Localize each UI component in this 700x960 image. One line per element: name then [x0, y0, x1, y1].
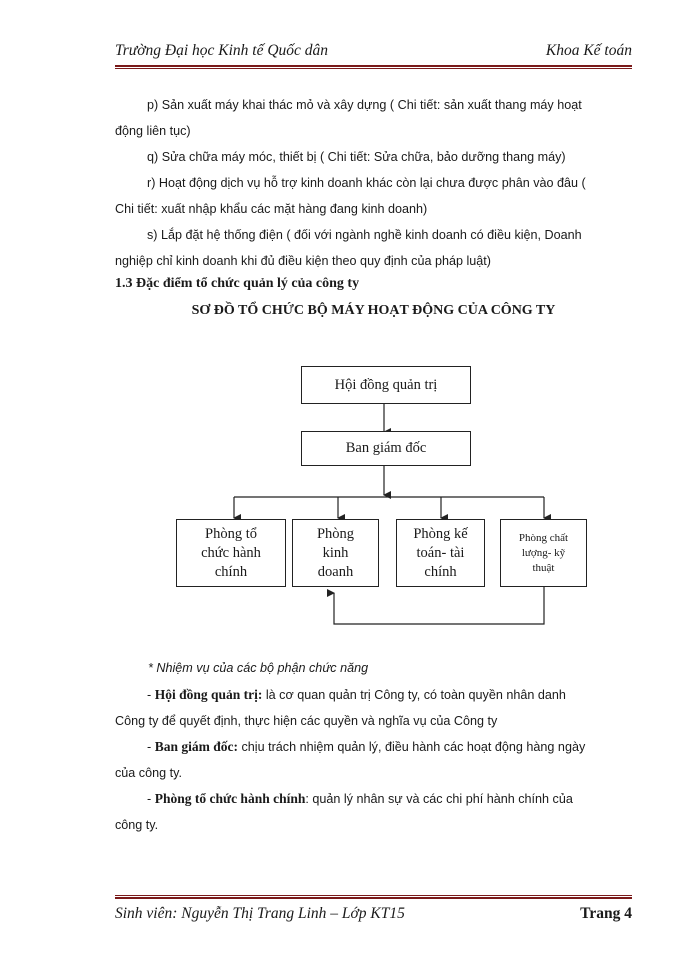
section-heading: 1.3 Đặc điểm tổ chức quản lý của công ty	[115, 276, 360, 291]
paragraph-r: r) Hoạt động dịch vụ hỗ trợ kinh doanh khác còn lại chưa được phân vào đâu ( Chi tiết: xuất nhập khẩu các mặt hàng đang kinh doanh)	[115, 176, 586, 216]
header-faculty: Khoa Kế toán	[545, 42, 632, 59]
footer-page-number: Trang 4	[580, 905, 632, 922]
footer-student: Sinh viên: Nguyễn Thị Trang Linh – Lớp KT15	[115, 905, 405, 922]
paragraph-q: q) Sửa chữa máy móc, thiết bị ( Chi tiết: Sửa chữa, bảo dưỡng thang máy)	[147, 150, 566, 164]
task-admin-dept: - Phòng tổ chức hành chính: quản lý nhân sự và các chi phí hành chính của công ty.	[115, 791, 573, 832]
org-box-quality-dept: Phòng chất lượng- kỹ thuật	[500, 519, 587, 587]
header-university: Trường Đại học Kinh tế Quốc dân	[115, 42, 329, 59]
org-chart-title: SƠ ĐỒ TỔ CHỨC BỘ MÁY HOẠT ĐỘNG CỦA CÔNG TY	[191, 303, 556, 318]
paragraph-s: s) Lắp đặt hệ thống điện ( đối với ngành nghề kinh doanh có điều kiện, Doanh nghiệp chỉ kinh doanh khi đủ điều kiện theo quy định của pháp luật)	[115, 228, 582, 268]
org-box-directors: Ban giám đốc	[301, 431, 471, 466]
page-header	[115, 40, 632, 68]
task-directors: - Ban giám đốc: chịu trách nhiệm quản lý, điều hành các hoạt động hàng ngày của công ty.	[115, 739, 586, 780]
tasks-heading: * Nhiệm vụ của các bộ phận chức năng	[148, 661, 369, 675]
header-rule	[115, 65, 632, 69]
paragraph-p: p) Sản xuất máy khai thác mỏ và xây dựng ( Chi tiết: sản xuất thang máy hoạt động liên tục)	[115, 98, 582, 138]
org-box-finance-dept: Phòng kế toán- tài chính	[396, 519, 485, 587]
connector-feedback-loop	[334, 587, 544, 624]
task-board: - Hội đồng quản trị: là cơ quan quản trị Công ty, có toàn quyền nhân danh Công ty để quyết định, thực hiện các quyền và nghĩa vụ của Công ty	[115, 687, 566, 728]
footer-rule	[115, 895, 632, 899]
org-box-business-dept: Phòng kinh doanh	[292, 519, 379, 587]
org-box-admin-dept: Phòng tổ chức hành chính	[176, 519, 286, 587]
org-box-board: Hội đồng quản trị	[301, 366, 471, 404]
